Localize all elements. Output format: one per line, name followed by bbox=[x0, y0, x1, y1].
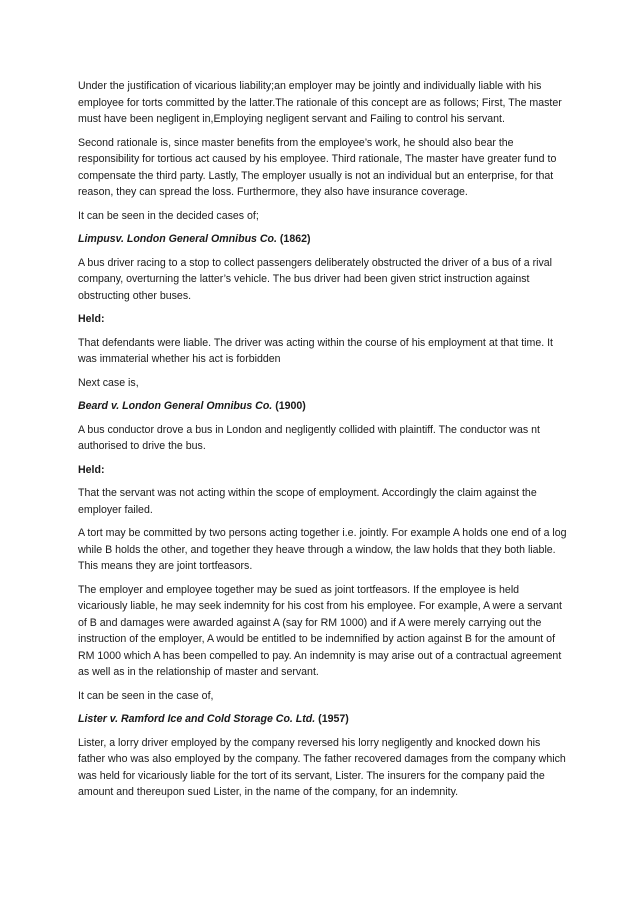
paragraph-joint-tortfeasors: A tort may be committed by two persons acting together i.e. jointly. For example A holds one end of a log while B holds the other, and together they heave through a window, the law holds that they both liable. This means they are joint tortfeasors. bbox=[78, 527, 567, 572]
case-year-lister: (1957) bbox=[315, 713, 349, 725]
held-label-beard: Held: bbox=[78, 463, 105, 476]
paragraph-decided-cases-intro: It can be seen in the decided cases of; bbox=[78, 209, 259, 222]
case-heading-lister bbox=[78, 711, 568, 728]
case-facts-beard: A bus conductor drove a bus in London and negligently collided with plaintiff. The conductor was nt authorised to drive the bus. bbox=[78, 423, 540, 452]
case-year-limpus: (1862) bbox=[276, 233, 311, 245]
case-held-beard: That the servant was not acting within the scope of employment. Accordingly the claim against the employer failed. bbox=[78, 487, 537, 516]
case-name-lister: Lister v. Ramford Ice and Cold Storage Co. Ltd. bbox=[78, 713, 316, 725]
held-label-limpus: Held: bbox=[78, 313, 105, 325]
case-name-limpus: Limpusv. London General Omnibus Co. bbox=[78, 233, 277, 245]
case-held-limpus: That defendants were liable. The driver was acting within the course of his employment at that time. It was immaterial whether his act is forbidden bbox=[78, 336, 553, 365]
case-year-beard: (1900) bbox=[272, 400, 306, 412]
paragraph-indemnity: The employer and employee together may be sued as joint tortfeasors. If the employee is held vicariously liable, he may seek indemnity for his cost from his employee. For example, A were a servant of B and damages were awarded against A (say for RM 1000) and if A were merely carrying out the instruction of the employer, A would be entitled to be indemnified by action against B for the amount of RM 1000 which A has been compelled to pay. An indemnity is may arise out of a contractual agreement as well as in the relationship of master and servant. bbox=[78, 583, 562, 678]
paragraph-second-rationale: Second rationale is, since master benefits from the employee’s work, he should also bear the responsibility for tortious act caused by his employee. Third rationale, The master have greater fund to compensate the third party. Lastly, The employer usually is not an individual but an enterprise, for that reason, they can spread the loss. Furthermore, they also have insurance coverage. bbox=[78, 136, 557, 198]
case-facts-lister: Lister, a lorry driver employed by the company reversed his lorry negligently and knocked down his father who was also employed by the company. The father recovered damages from the company which was held for vicariously liable for the tort of its servant, Lister. The insurers for the company paid the amount and thereupon sued Lister, in the name of the company, for an indemnity. bbox=[78, 736, 566, 798]
case-facts-limpus: A bus driver racing to a stop to collect passengers deliberately obstructed the driver of a bus of a rival company, overturning the latter’s vehicle. The bus driver had been given strict instruction against obstructing other buses. bbox=[78, 256, 553, 302]
case-name-beard: Beard v. London General Omnibus Co. bbox=[78, 400, 273, 412]
paragraph-vicarious-liability: Under the justification of vicarious liability;an employer may be jointly and individually liable with his employee for torts committed by the latter.The rationale of this concept are as follows; First, The master must have been negligent in,Employing negligent servant and Failing to control his servant. bbox=[78, 80, 562, 125]
case-heading-limpus bbox=[78, 231, 568, 248]
paragraph-case-of-intro: It can be seen in the case of, bbox=[78, 689, 214, 702]
paragraph-next-case: Next case is, bbox=[78, 376, 139, 389]
case-heading-beard bbox=[78, 398, 568, 415]
